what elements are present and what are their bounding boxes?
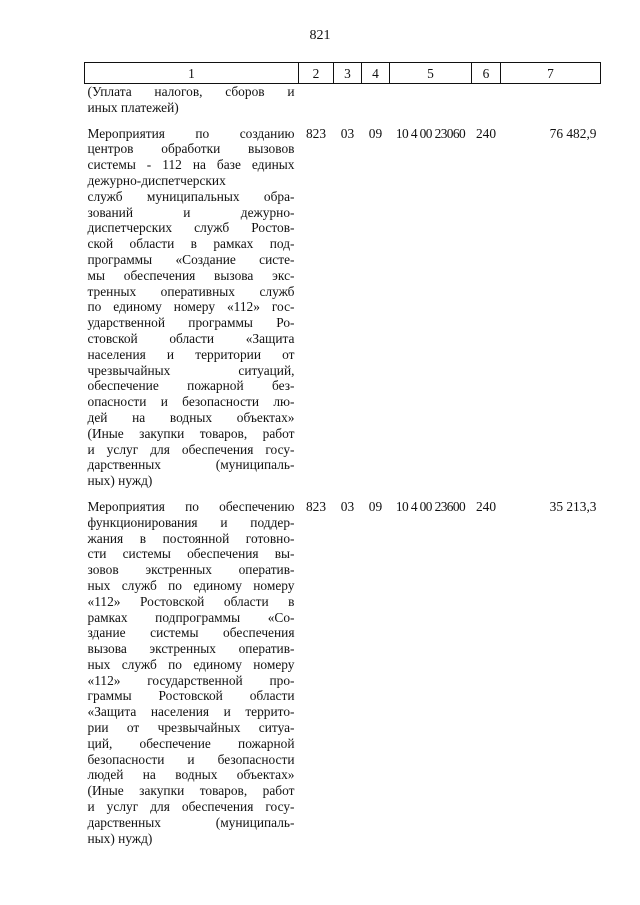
- description-line: (Иные закупки товаров, работ: [87, 425, 295, 441]
- header-row: [85, 63, 601, 84]
- admin-code: 823: [305, 125, 327, 141]
- description-line: стовской области «Защита: [87, 330, 295, 346]
- description-line: зований и дежурно-: [87, 204, 295, 220]
- description-line: функционирования и поддер-: [87, 514, 295, 530]
- amount: 35 213,3: [549, 498, 597, 514]
- table-row: [85, 84, 601, 116]
- description-line: (Уплата налогов, сборов и: [87, 84, 295, 99]
- description-line: ных служб по единому номеру: [87, 577, 295, 593]
- description-line: «112» Ростовской области в: [87, 593, 295, 609]
- description-line: сти системы обеспечения вы-: [87, 546, 295, 562]
- section-code: 03: [340, 125, 355, 141]
- description-line: чрезвычайных ситуаций,: [87, 362, 295, 378]
- table-body: [85, 84, 601, 847]
- subsection-code: 09: [368, 498, 383, 514]
- target-article-code: 10 4 00 23600: [395, 498, 466, 514]
- description-line: дарственных (муниципаль-: [87, 814, 295, 830]
- target-article-code: [390, 84, 472, 116]
- description-line: жания в постоянной готовно-: [87, 530, 295, 546]
- description-line: вызова экстренных оператив-: [87, 641, 295, 657]
- expense-type-code: 240: [475, 125, 497, 141]
- row-description: [85, 489, 299, 847]
- table-row: [85, 116, 601, 489]
- description-line: ударственной программы Ро-: [87, 315, 295, 331]
- section-code: [334, 84, 362, 116]
- description-line: по единому номеру «112» гос-: [87, 299, 295, 315]
- description-line: людей на водных объектах»: [87, 767, 295, 783]
- description-line: и услуг для обеспечения госу-: [87, 799, 295, 815]
- budget-table: [84, 62, 601, 846]
- header-col-6: 6: [472, 63, 501, 84]
- description-line: ций, обеспечение пожарной: [87, 735, 295, 751]
- header-col-7: 7: [501, 63, 601, 84]
- description-line: системы - 112 на базе единых: [87, 157, 295, 173]
- expense-type-code: 240: [475, 498, 497, 514]
- target-article-code: 10 4 00 23060: [395, 125, 466, 141]
- description-line: Мероприятия по обеспечению: [87, 498, 295, 514]
- description-line: программы «Создание систе-: [87, 251, 295, 267]
- table-row: [85, 489, 601, 847]
- amount: 76 482,9: [549, 125, 597, 141]
- description-line: иных платежей): [87, 99, 179, 115]
- description-line: ных) нужд): [87, 830, 153, 846]
- description-line: зовов экстренных оператив-: [87, 562, 295, 578]
- description-line: обеспечение пожарной без-: [87, 378, 295, 394]
- row-description: [85, 84, 299, 116]
- description-line: дежурно-диспетчерских: [87, 172, 226, 188]
- description-line: населения и территории от: [87, 346, 295, 362]
- description-line: Мероприятия по созданию: [87, 125, 295, 141]
- header-col-3: 3: [334, 63, 362, 84]
- description-line: «112» государственной про-: [87, 672, 295, 688]
- row-description: [85, 116, 299, 489]
- admin-code: 823: [305, 498, 327, 514]
- amount: [501, 84, 601, 116]
- header-col-2: 2: [299, 63, 334, 84]
- header-col-1: 1: [85, 63, 299, 84]
- description-line: дарственных (муниципаль-: [87, 457, 295, 473]
- description-line: служб муниципальных обра-: [87, 188, 295, 204]
- description-line: диспетчерских служб Ростов-: [87, 220, 295, 236]
- subsection-code: 09: [368, 125, 383, 141]
- description-line: здание системы обеспечения: [87, 625, 295, 641]
- description-line: опасности и безопасности лю-: [87, 394, 295, 410]
- description-line: ных) нужд): [87, 473, 153, 489]
- table-header: [85, 63, 601, 84]
- description-line: дей на водных объектах»: [87, 409, 295, 425]
- description-line: и услуг для обеспечения госу-: [87, 441, 295, 457]
- header-col-5: 5: [390, 63, 472, 84]
- description-line: рамках подпрограммы «Со-: [87, 609, 295, 625]
- description-line: ных служб по единому номеру: [87, 656, 295, 672]
- subsection-code: [362, 84, 390, 116]
- description-line: тренных оперативных служб: [87, 283, 295, 299]
- description-line: граммы Ростовской области: [87, 688, 295, 704]
- description-line: безопасности и безопасности: [87, 751, 295, 767]
- description-line: ской области в рамках под-: [87, 236, 295, 252]
- header-col-4: 4: [362, 63, 390, 84]
- description-line: рии от чрезвычайных ситуа-: [87, 720, 295, 736]
- description-line: (Иные закупки товаров, работ: [87, 783, 295, 799]
- description-line: мы обеспечения вызова экс-: [87, 267, 295, 283]
- expense-type-code: [472, 84, 501, 116]
- description-line: «Защита населения и террито-: [87, 704, 295, 720]
- section-code: 03: [340, 498, 355, 514]
- admin-code: [299, 84, 334, 116]
- page-number: 821: [309, 28, 331, 43]
- description-line: центров обработки вызовов: [87, 141, 295, 157]
